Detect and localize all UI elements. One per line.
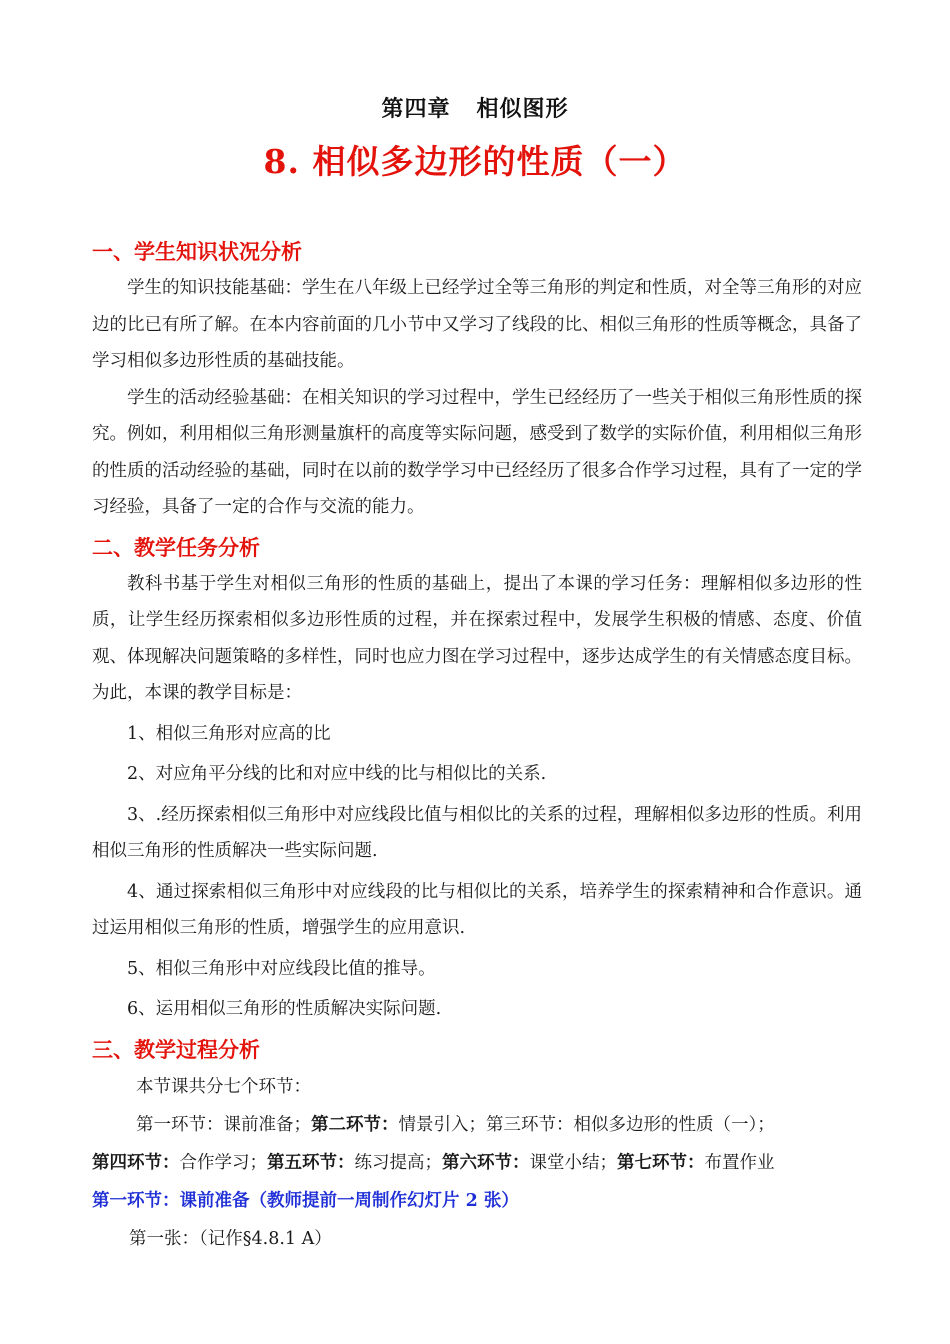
step-6-text: 课堂小结； <box>529 1152 617 1173</box>
chapter-name: 相似图形 <box>476 96 569 122</box>
step-7-label: 第七环节： <box>617 1152 705 1173</box>
step-2-label: 第二环节： <box>311 1114 399 1135</box>
step-4-label: 第四环节： <box>92 1152 180 1173</box>
step-5-text: 练习提高； <box>354 1152 442 1173</box>
step-2-text: 情景引入； <box>398 1114 486 1135</box>
section-heading-student-analysis: 一、学生知识状况分析 <box>92 239 302 264</box>
slide-1-label: 第一张：（记作§4.8.1 A） <box>129 1228 332 1249</box>
goal-item: 3、.经历探索相似三角形中对应线段比值与相似比的关系的过程，理解相似多边形的性质。利用相似三角形的性质解决一些实际问题. <box>92 804 862 861</box>
goal-item: 6、运用相似三角形的性质解决实际问题. <box>127 999 442 1019</box>
step-7-text: 布置作业 <box>704 1152 775 1173</box>
step-1-label: 第一环节：课前准备； <box>136 1114 311 1135</box>
step-3-label: 第三环节：相似多边形的性质（一）； <box>486 1114 775 1135</box>
step-4-text: 合作学习； <box>179 1152 267 1173</box>
process-intro: 本节课共分七个环节： <box>136 1076 311 1097</box>
step-1-heading: 第一环节：课前准备（教师提前一周制作幻灯片 2 张） <box>92 1190 519 1211</box>
paragraph-knowledge-basis: 学生的知识技能基础：学生在八年级上已经学过全等三角形的判定和性质，对全等三角形的对应边的比已有所了解。在本内容前面的几小节中又学习了线段的比、相似三角形的性质等概念，具备了学习相似多边形性质的基础技能。 <box>92 278 862 371</box>
section-heading-process-analysis: 三、教学过程分析 <box>92 1036 260 1062</box>
paragraph-activity-basis: 学生的活动经验基础：在相关知识的学习过程中，学生已经经历了一些关于相似三角形性质的探究。例如，利用相似三角形测量旗杆的高度等实际问题，感受到了数学的实际价值，利用相似三角形的性质的活动经验的基础，同时在以前的数学学习中已经经历了很多合作学习过程，具有了一定的学习经验，具备了一定的合作与交流的能力。 <box>92 387 862 517</box>
goal-item: 2、对应角平分线的比和对应中线的比与相似比的关系. <box>127 764 547 784</box>
process-steps-line1 <box>92 1106 862 1144</box>
chapter-heading <box>0 92 950 123</box>
goal-item: 4、通过探索相似三角形中对应线段的比与相似比的关系，培养学生的探索精神和合作意识。通过运用相似三角形的性质，增强学生的应用意识. <box>92 881 862 938</box>
step-6-label: 第六环节： <box>442 1152 530 1173</box>
step-5-label: 第五环节： <box>267 1152 355 1173</box>
paragraph-task: 教科书基于学生对相似三角形的性质的基础上，提出了本课的学习任务：理解相似多边形的性质，让学生经历探索相似多边形性质的过程，并在探索过程中，发展学生积极的情感、态度、价值观、体现解决问题策略的多样性，同时也应力图在学习过程中，逐步达成学生的有关情感态度目标。为此，本课的教学目标是： <box>92 573 862 703</box>
goal-item: 1、相似三角形对应高的比 <box>127 723 331 744</box>
chapter-number: 第四章 <box>381 96 451 122</box>
document-body <box>92 234 862 1258</box>
lesson-title: 8. 相似多边形的性质（一） <box>263 142 687 181</box>
section-heading-task-analysis: 二、教学任务分析 <box>92 534 260 560</box>
process-steps-line2 <box>92 1144 862 1182</box>
goal-item: 5、相似三角形中对应线段比值的推导。 <box>127 958 436 979</box>
